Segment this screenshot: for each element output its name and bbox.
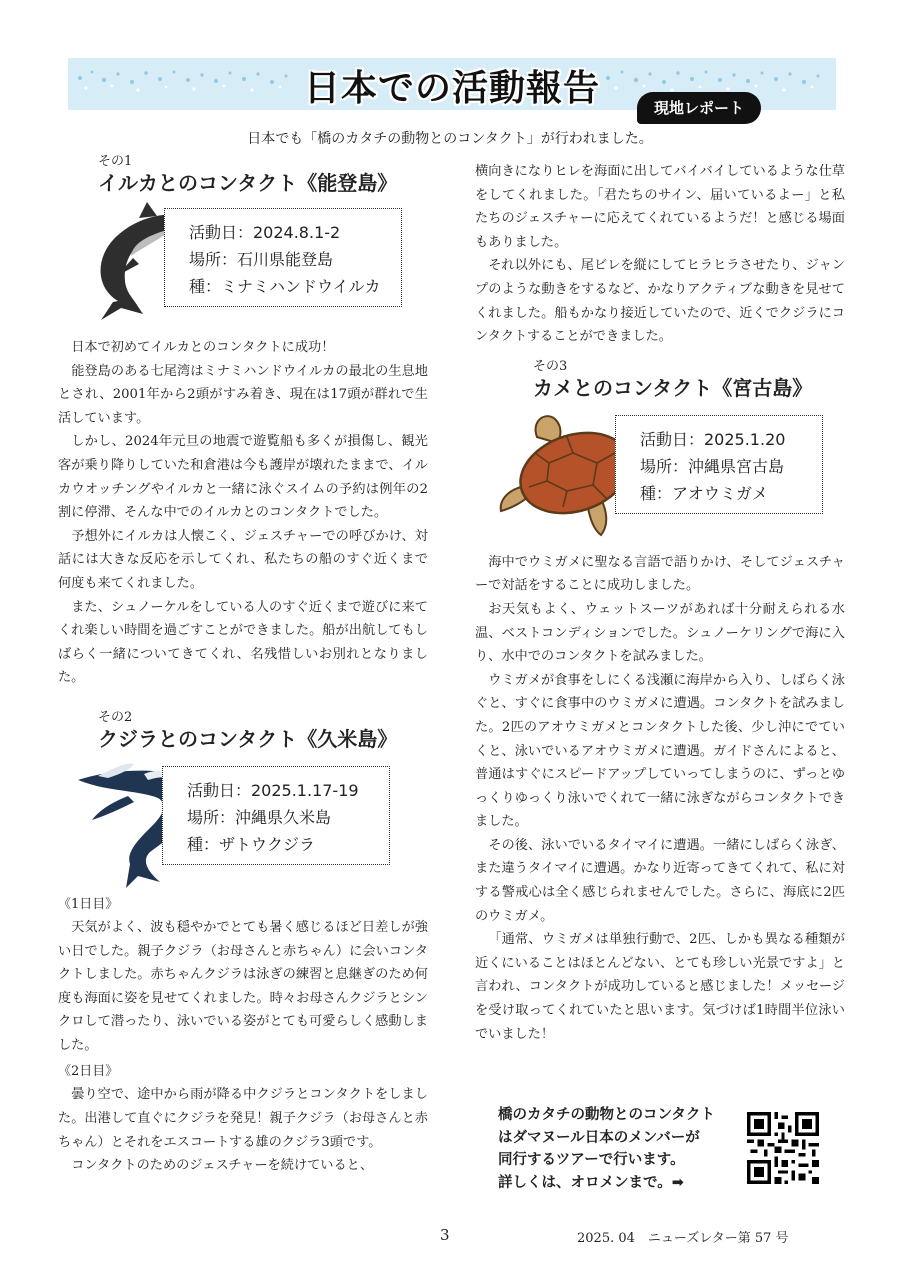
page-title: 日本での活動報告 [303, 67, 600, 109]
contact-line: 同行するツアーで行います。 [498, 1152, 685, 1168]
section3-paragraph: ウミガメが食事をしにくる浅瀬に海岸から入り、しばらく泳ぐと、すぐに食事中のウミガメに遭遇。コンタクトを試みました。2匹のアオウミガメとコンタクトした後、少し沖にでていくと、泳いでいるアオウミガメに遭遇。ガイドさんによると、普通はすぐにスピードアップしていってしまうのに、ずっとゆっくりゆっくり泳いでくれて一緒に泳ぎながらコンタクトできました。 [475, 672, 845, 830]
section3-infobox [615, 415, 823, 514]
section1-paragraph: また、シュノーケルをしている人のすぐ近くまで遊びに来てくれ楽しい時間を過ごすことができました。船が出航してもしばらく一緒についてきてくれ、名残惜しいお別れとなりました。 [58, 599, 428, 686]
section1-date: 活動日：2024.8.1-2 [189, 223, 341, 242]
section3-species: 種：アオウミガメ [640, 483, 768, 503]
left-column [58, 150, 428, 1178]
section3-paragraph: その後、泳いでいるタイマイに遭遇。一緒にしばらく泳ぎ、また違うタイマイに遭遇。かなり近寄ってきてくれて、私に対する警戒心は全く感じられませんでした。さらに、海底に2匹のウミガメ。 [475, 837, 845, 924]
contact-line: 詳しくは、オロメンまで。 [498, 1174, 672, 1191]
day1-paragraph: 天気がよく、波も穏やかでとても暑く感じるほど日差しが強い日でした。親子クジラ（お母さんと赤ちゃん）に会いコンタクトしました。赤ちゃんクジラは泳ぎの練習と息継ぎのため何度も海面に姿を見せてくれました。時々お母さんクジラとシンクロして潜ったり、泳いでいる姿がとても可愛らしく感動しました。 [58, 919, 428, 1053]
section1-paragraph: 予想外にイルカは人懐こく、ジェスチャーでの呼びかけ、対話には大きな反応を示してくれ、私たちの船のすぐ近くまで何度も来てくれました。 [58, 528, 428, 591]
day1-label: 《1日目》 [58, 896, 119, 912]
section1-paragraph: 能登島のある七尾湾はミナミハンドウイルカの最北の生息地とされ、2001年から2頭がすみ着き、現在は17頭が群れで生活しています。 [58, 363, 428, 426]
section3-paragraph: 「通常、ウミガメは単独行動で、2匹、しかも異なる種類が近くにいることはほとんどない、とても珍しい光景ですよ」と言われ、コンタクトが成功していると感じました！メッセージを受け取ってくれていたと思います。気づけば1時間半位泳いでいました！ [475, 932, 845, 1042]
section2-species: 種：ザトウクジラ [187, 834, 316, 854]
page-number: 3 [440, 1226, 450, 1244]
section1-paragraph: 日本で初めてイルカとのコンタクトに成功！ [71, 340, 335, 355]
section1-place: 場所：石川県能登島 [189, 250, 334, 269]
day2-label: 《2日目》 [58, 1064, 119, 1080]
right-column [475, 160, 845, 1046]
section1-species: 種：ミナミハンドウイルカ [189, 277, 381, 296]
qr-code-icon[interactable] [747, 1112, 819, 1184]
section3-place: 場所：沖縄県宮古島 [640, 456, 785, 476]
day2-paragraph: 曇り空で、途中から雨が降る中クジラとコンタクトをしました。出港して直ぐにクジラを発見！親子クジラ（お母さんと赤ちゃん）とそれをエスコートする雄のクジラ3頭です。 [58, 1087, 428, 1150]
section2-date: 活動日：2025.1.17-19 [187, 780, 359, 800]
section1-number: その1 [98, 154, 133, 169]
contact-line: 橋のカタチの動物とのコンタクト [498, 1107, 715, 1123]
section2-continued-paragraph: それ以外にも、尾ビレを縦にしてヒラヒラさせたり、ジャンプのような動きをするなど、かなりアクティブな動きを見せてくれました。船もかなり接近していたので、近くでクジラにコンタクトすることができました。 [475, 258, 845, 345]
section3-paragraph: お天気もよく、ウェットスーツがあれば十分耐えられる水温、ベストコンディションでした。シュノーケリングで海に入り、水中でのコンタクトを試みました。 [475, 601, 845, 665]
section1-title: イルカとのコンタクト《能登島》 [98, 171, 398, 195]
day2-paragraph: コンタクトのためのジェスチャーを続けていると、 [71, 1158, 374, 1174]
arrow-right-icon: ➡ [671, 1174, 684, 1191]
section3-date: 活動日：2025.1.20 [640, 429, 786, 449]
section1-infobox [164, 208, 402, 307]
intro-text: 日本でも「橋のカタチの動物とのコンタクト」が行われました。 [247, 131, 653, 147]
contact-line: はダマヌール日本のメンバーが [498, 1129, 700, 1146]
section2-continued-paragraph: 横向きになりヒレを海面に出してバイバイしているような仕草をしてくれました。「君たちのサイン、届いているよー」と私たちのジェスチャーに応えてくれているようだ！と感じる場面もありました。 [475, 164, 845, 250]
contact-info [498, 1104, 738, 1194]
section2-title: クジラとのコンタクト《久米島》 [98, 726, 398, 751]
report-tag: 現地レポート [637, 92, 761, 124]
section3-title: カメとのコンタクト《宮古島》 [533, 375, 813, 400]
issue-label: 2025. 04 ニューズレター第 57 号 [577, 1231, 789, 1246]
section3-number: その3 [533, 358, 568, 374]
section2-number: その2 [98, 709, 133, 725]
section3-visual [475, 401, 845, 551]
section2-infobox [162, 766, 390, 865]
section1-paragraph: しかし、2024年元旦の地震で遊覧船も多くが損傷し、観光客が乗り降りしていた和倉港は今も護岸が壊れたままで、イルカウオッチングやイルカと一緒に泳ぐスイムの予約は例年の2割に停滞、そんな中でのイルカとのコンタクトでした。 [58, 434, 428, 521]
section2-visual [58, 752, 428, 894]
section1-visual [58, 196, 428, 336]
section2-place: 場所：沖縄県久米島 [187, 807, 332, 827]
section3-paragraph: 海中でウミガメに聖なる言語で語りかけ、そしてジェスチャーで対話をすることに成功しました。 [475, 554, 845, 594]
